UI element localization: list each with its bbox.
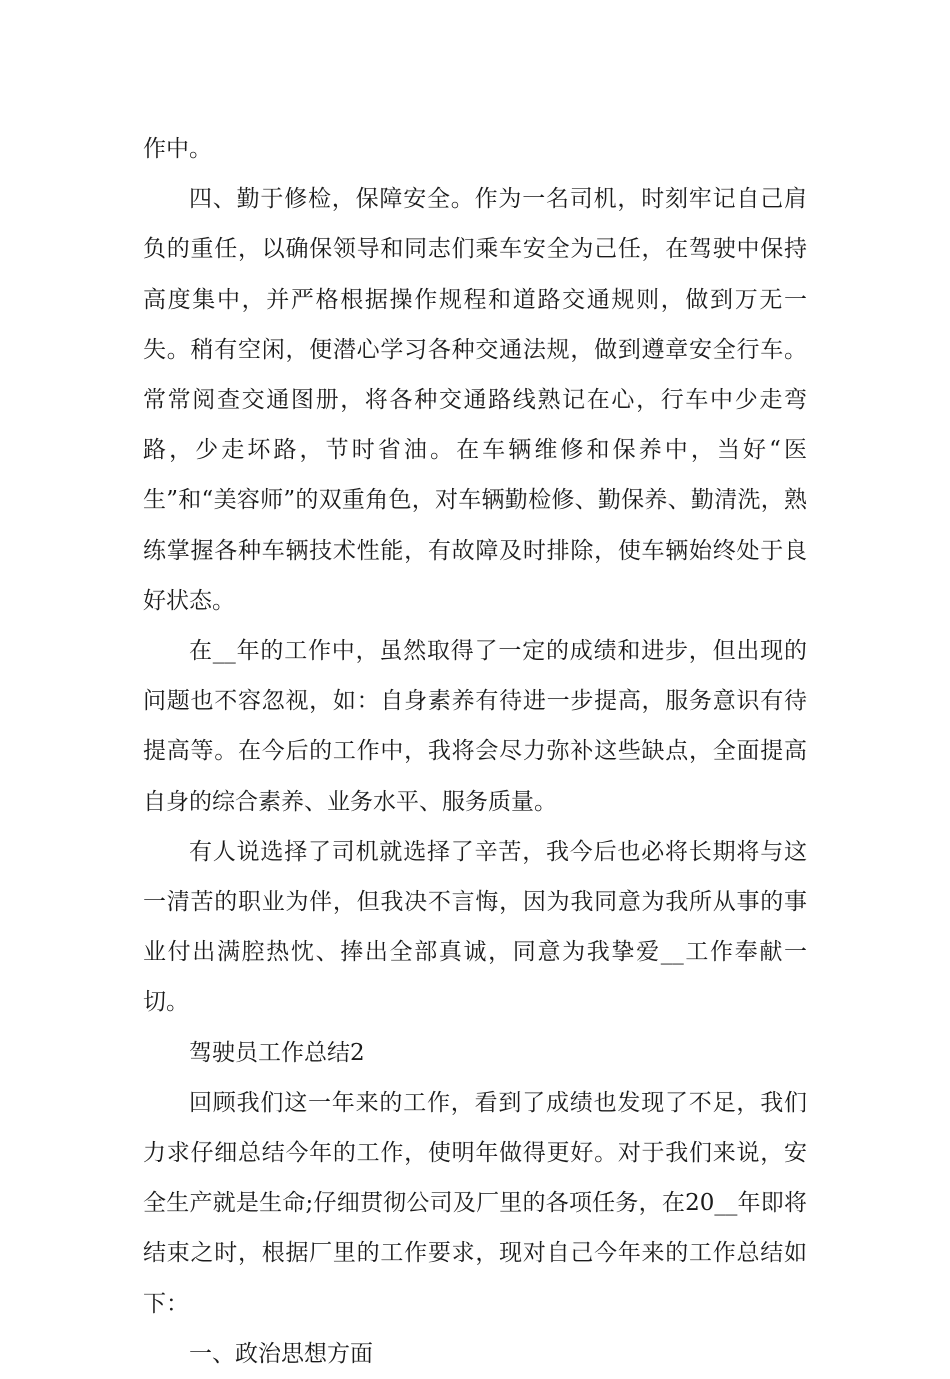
- paragraph-shortcomings: 在__年的工作中，虽然取得了一定的成绩和进步，但出现的问题也不容忽视，如：自身素养有待进一步提高，服务意识有待提高等。在今后的工作中，我将会尽力弥补这些缺点，全面提高自身的综合素养、业务水平、服务质量。: [143, 638, 807, 815]
- section-title-summary-2: 驾驶员工作总结2: [189, 1039, 365, 1066]
- paragraph-safety-maintenance: 四、勤于修检，保障安全。作为一名司机，时刻牢记自己肩负的重任，以确保领导和同志们乘车安全为己任，在驾驶中保持高度集中，并严格根据操作规程和道路交通规则，做到万无一失。稍有空闲，便潜心学习各种交通法规，做到遵章安全行车。常常阅查交通图册，将各种交通路线熟记在心，行车中少走弯路，少走坏路，节时省油。在车辆维修和保养中，当好“医生”和“美容师”的双重角色，对车辆勤检修、勤保养、勤清洗，熟练掌握各种车辆技术性能，有故障及时排除，使车辆始终处于良好状态。: [143, 186, 807, 614]
- subheading-political-thought: 一、政治思想方面: [189, 1340, 373, 1367]
- document-body: [143, 124, 807, 1379]
- paragraph-dedication: 有人说选择了司机就选择了辛苦，我今后也必将长期将与这一清苦的职业为伴，但我决不言悔，因为我同意为我所从事的事业付出满腔热忱、捧出全部真诚，同意为我挚爱__工作奉献一切。: [143, 838, 807, 1016]
- paragraph-continuation: 作中。: [143, 136, 212, 162]
- paragraph-review-intro: 回顾我们这一年来的工作，看到了成绩也发现了不足，我们力求仔细总结今年的工作，使明年做得更好。对于我们来说，安全生产就是生命;仔细贯彻公司及厂里的各项任务，在20__年即将结束之时，根据厂里的工作要求，现对自己今年来的工作总结如下：: [143, 1089, 807, 1317]
